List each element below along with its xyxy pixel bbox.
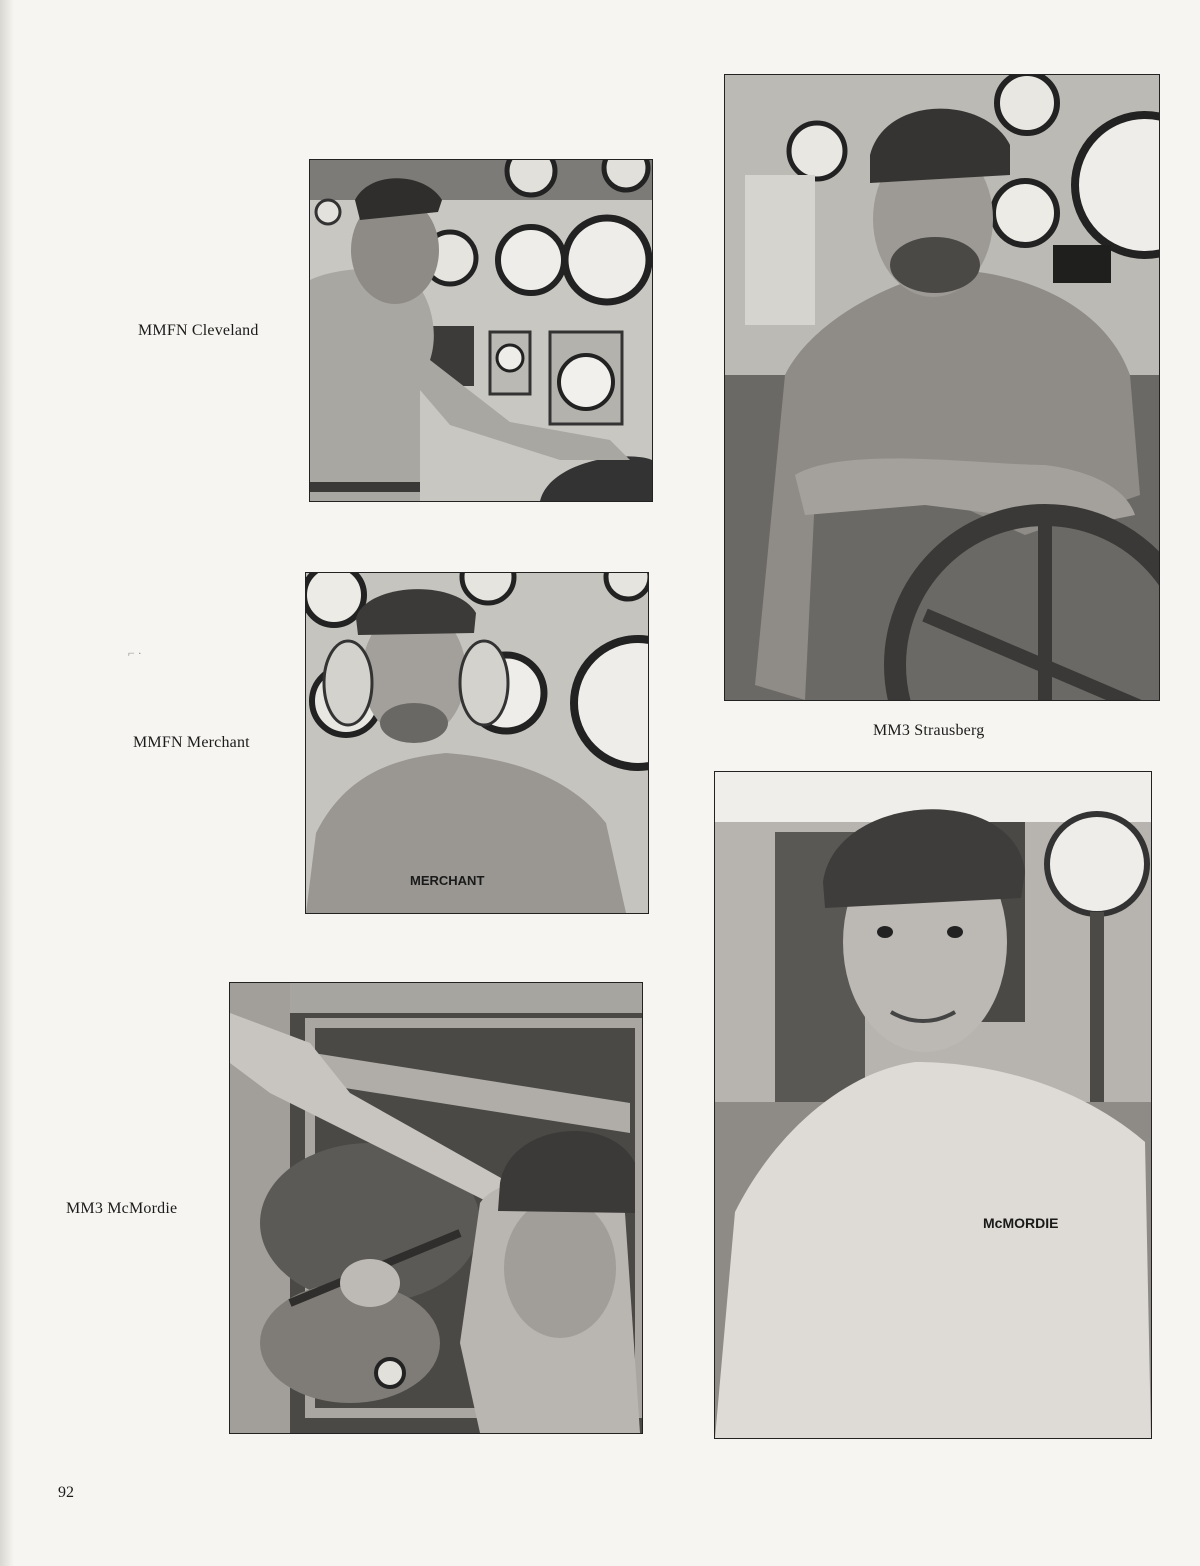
caption-mcmordie: MM3 McMordie xyxy=(66,1200,178,1217)
merchant-name-tag: MERCHANT xyxy=(410,873,485,888)
photo-cleveland xyxy=(309,159,653,502)
page-number: 92 xyxy=(58,1484,74,1501)
stray-mark: ⌐ · xyxy=(128,646,142,660)
page-binding-shadow xyxy=(0,0,14,1566)
cleveland-photo-image xyxy=(310,160,652,501)
photo-merchant xyxy=(305,572,649,914)
photo-strausberg xyxy=(724,74,1160,701)
photo-mcmordie-portrait xyxy=(714,771,1152,1439)
mcmordie-name-tag: McMORDIE xyxy=(983,1215,1059,1231)
merchant-photo-image xyxy=(306,573,648,913)
caption-strausberg: MM3 Strausberg xyxy=(873,722,985,739)
mcmordie-hatch-photo-image xyxy=(230,983,642,1433)
caption-cleveland: MMFN Cleveland xyxy=(138,322,259,339)
strausberg-photo-image xyxy=(725,75,1159,700)
photo-mcmordie-hatch xyxy=(229,982,643,1434)
caption-merchant: MMFN Merchant xyxy=(133,734,250,751)
mcmordie-portrait-photo-image xyxy=(715,772,1151,1438)
